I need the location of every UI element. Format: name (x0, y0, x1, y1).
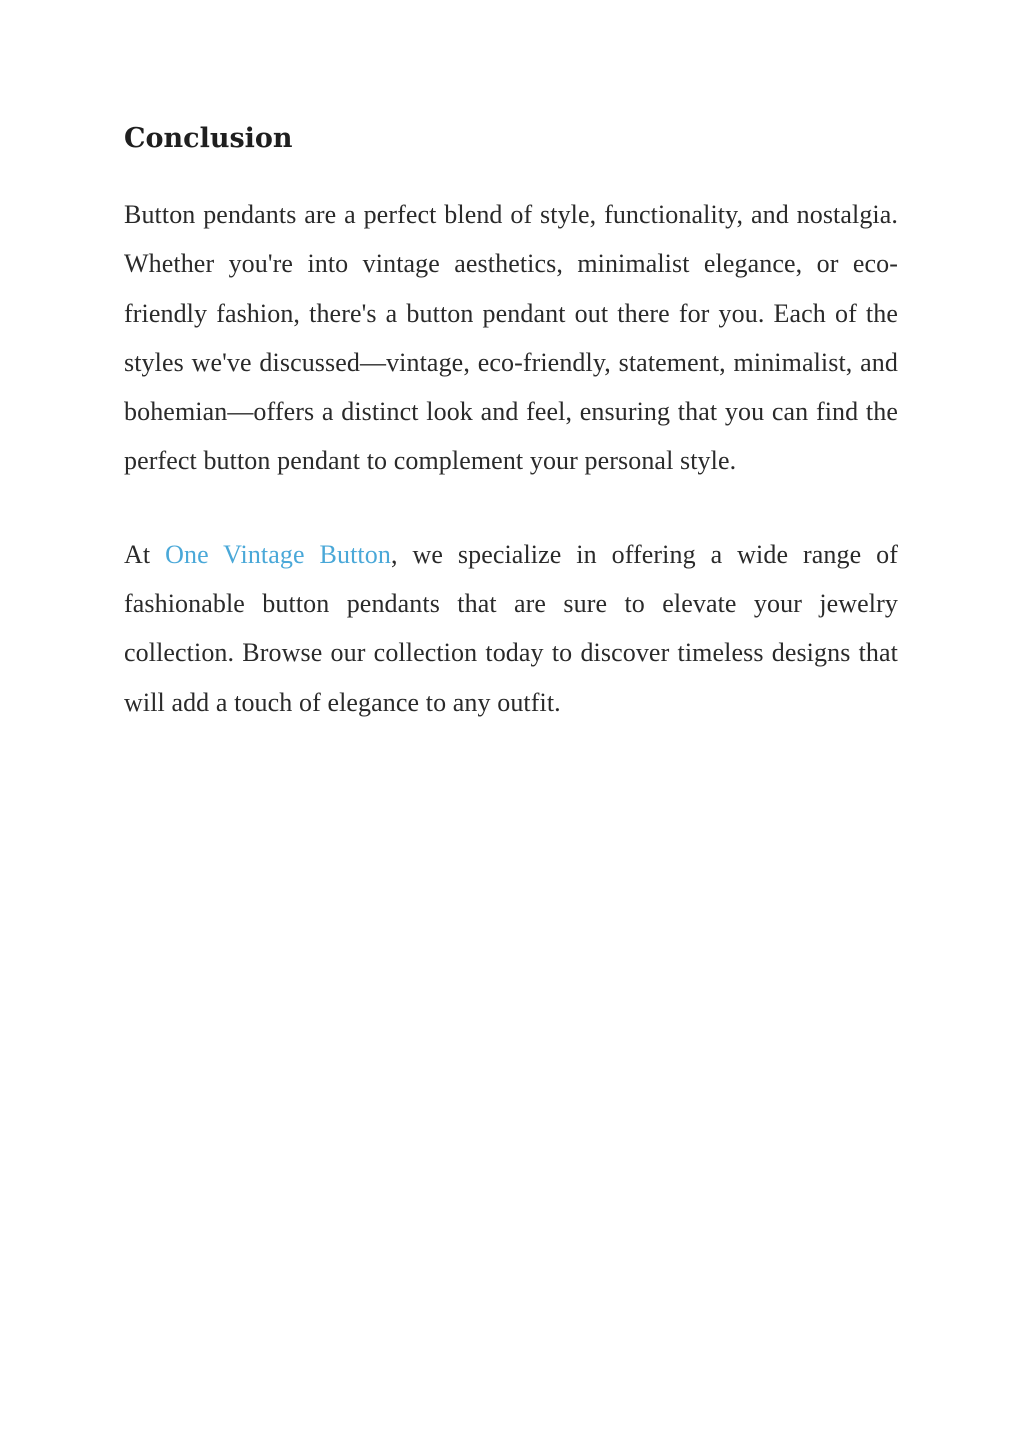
section-heading: Conclusion (124, 123, 293, 154)
store-paragraph (124, 530, 898, 727)
conclusion-paragraph: Button pendants are a perfect blend of style, functionality, and nostalgia. Whether you're into vintage aesthetics, minimalist elegance, or eco-friendly fashion, there's a button pendant out there for you. Each of the styles we've discussed—vintage, eco-friendly, statement, minimalist, and bohemian—offers a distinct look and feel, ensuring that you can find the perfect button pendant to complement your personal style. (124, 200, 898, 476)
document-page (124, 112, 898, 727)
paragraph-text-after-link: , we specialize in offering a wide range of fashionable button pendants that are sure to elevate your jewelry collection. Browse our collection today to discover timeless designs that will add a touch of elegance to any outfit. (124, 539, 899, 717)
one-vintage-button-link[interactable]: One Vintage Button (165, 539, 391, 569)
paragraph-text-before-link: At (124, 539, 166, 569)
